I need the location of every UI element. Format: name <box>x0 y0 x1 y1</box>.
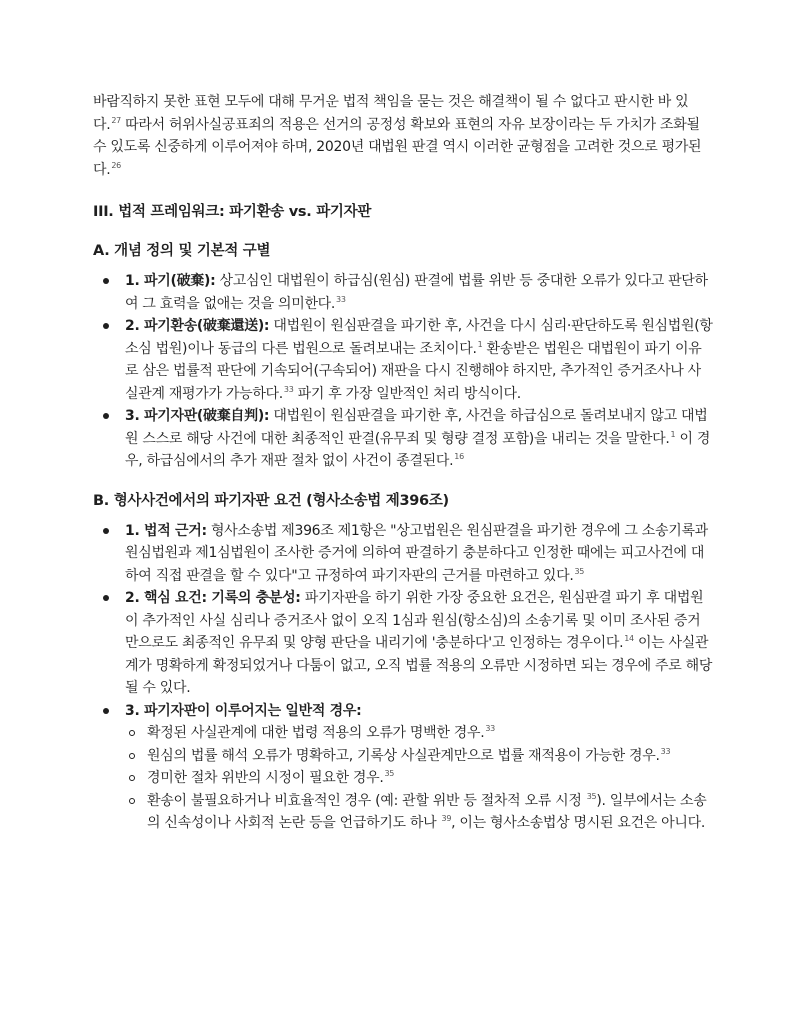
intro-paragraph <box>93 91 713 181</box>
subitem-text-continued: ). 일부에서는 소송의 신속성이나 사회적 논란 등을 언급하기도 하나 <box>147 792 707 831</box>
subitem-text: 경미한 절차 위반의 시정이 필요한 경우. <box>147 770 384 786</box>
footnote-ref[interactable]: 1 <box>670 429 676 439</box>
list-item-pagi <box>93 270 713 315</box>
footnote-ref[interactable]: 35 <box>586 791 597 801</box>
hollow-bullet-icon <box>129 730 135 736</box>
bullet-icon <box>103 595 109 601</box>
hollow-bullet-icon <box>129 775 135 781</box>
intro-text: 바람직하지 못한 표현 모두에 대해 무거운 법적 책임을 묻는 것은 해결책이 될 수 없다고 판시한 바 있다. <box>93 94 689 133</box>
item-text-continued: 환송받은 법원은 대법원이 파기 이유로 삼은 법률적 판단에 기속되어(구속되어) 재판을 다시 진행해야 하지만, 추가적인 증거조사나 사실관계 재평가가 가능하다. <box>125 340 702 402</box>
sublist-item <box>125 722 713 745</box>
section-heading-iii: III. 법적 프레임워크: 파기환송 vs. 파기자판 <box>93 204 372 220</box>
item-text-continued: 이는 사실관계가 명확하게 확정되었거나 다툼이 없고, 오직 법률 적용의 오류만 시정하면 되는 경우에 주로 해당될 수 있다. <box>125 635 713 696</box>
footnote-ref[interactable]: 39 <box>441 814 452 823</box>
footnote-ref[interactable]: 33 <box>283 384 294 394</box>
item-text: 형사소송법 제396조 제1항은 "상고법원은 원심판결을 파기한 경우에 그 소송기록과 원심법원과 제1심법원이 조사한 증거에 의하여 판결하기 충분하다고 인정한 때에는 피고사건에 대하여 직접 판결을 할 수 있다"고 규정하여 파기자판의 근거를 마련하고 있다. <box>125 522 708 584</box>
footnote-ref[interactable]: 26 <box>111 160 121 170</box>
bullet-icon <box>103 528 109 534</box>
item-text-continued: 파기 후 가장 일반적인 처리 방식이다. <box>293 385 521 402</box>
item-label: 1. 파기(破棄): <box>125 273 216 289</box>
bullet-icon <box>103 278 109 284</box>
document-page <box>93 91 713 835</box>
hollow-bullet-icon <box>129 753 135 759</box>
subsection-heading-b: B. 형사사건에서의 파기자판 요건 (형사소송법 제396조) <box>93 492 449 509</box>
subsection-heading-a: A. 개념 정의 및 기본적 구별 <box>93 243 271 259</box>
footnote-ref[interactable]: 14 <box>624 634 634 643</box>
subitem-text: 환송이 불필요하거나 비효율적인 경우 (예: 관할 위반 등 절차적 오류 시정 <box>147 792 586 809</box>
sublist-item <box>125 790 713 835</box>
bullet-icon <box>103 708 109 714</box>
subitem-text: 확정된 사실관계에 대한 법령 적용의 오류가 명백한 경우. <box>147 725 485 741</box>
item-text: 상고심인 대법원이 하급심(원심) 판결에 법률 위반 등 중대한 오류가 있다고 판단하여 그 효력을 없애는 것을 의미한다. <box>125 273 708 312</box>
subitem-text: 원심의 법률 해석 오류가 명확하고, 기록상 사실관계만으로 법률 재적용이 가능한 경우. <box>147 747 660 764</box>
footnote-ref[interactable]: 27 <box>111 115 121 125</box>
item-label: 2. 핵심 요건: 기록의 충분성: <box>125 590 301 606</box>
general-cases-sublist <box>125 722 713 835</box>
item-label: 3. 파기자판이 이루어지는 일반적 경우: <box>125 702 362 719</box>
list-item-legal-basis <box>93 520 713 588</box>
bullet-icon <box>103 323 109 329</box>
footnote-ref[interactable]: 35 <box>384 769 395 778</box>
item-label: 3. 파기자판(破棄自判): <box>125 408 270 424</box>
footnote-ref[interactable]: 1 <box>477 339 483 349</box>
footnote-ref[interactable]: 33 <box>485 724 495 733</box>
intro-text-continued: 따라서 허위사실공표죄의 적용은 선거의 공정성 확보와 표현의 자유 보장이라는 두 가치가 조화될 수 있도록 신중하게 이루어져야 하며, 2020년 대법원 판결 역시 이러한 균형점을 고려한 것으로 평가된다. <box>93 116 702 178</box>
item-text-continued: 이 경우, 하급심에서의 추가 재판 절차 없이 사건이 종결된다. <box>125 430 711 469</box>
requirements-list <box>93 520 713 835</box>
list-item-general-cases <box>93 700 713 835</box>
list-item-pagi-japan <box>93 405 713 473</box>
footnote-ref[interactable]: 16 <box>454 452 464 461</box>
sublist-item <box>125 745 713 768</box>
sublist-item <box>125 767 713 790</box>
list-item-core-requirement <box>93 587 713 700</box>
footnote-ref[interactable]: 33 <box>660 746 671 756</box>
definition-list <box>93 270 713 473</box>
item-label: 1. 법적 근거: <box>125 522 207 539</box>
item-text: 대법원이 원심판결을 파기한 후, 사건을 하급심으로 돌려보내지 않고 대법원 스스로 해당 사건에 대한 최종적인 판결(유무죄 및 형량 결정 포함)을 내리는 것을 말한다. <box>125 408 708 447</box>
footnote-ref[interactable]: 33 <box>336 294 346 304</box>
item-label: 2. 파기환송(破棄還送): <box>125 318 270 334</box>
subitem-text-continued: , 이는 형사소송법상 명시된 요건은 아니다. <box>451 815 705 831</box>
list-item-pagi-hwansong <box>93 315 713 405</box>
bullet-icon <box>103 413 109 419</box>
footnote-ref[interactable]: 35 <box>574 566 585 576</box>
item-text: 대법원이 원심판결을 파기한 후, 사건을 다시 심리·판단하도록 원심법원(항소심 법원)이나 동급의 다른 법원으로 돌려보내는 조치이다. <box>125 318 713 357</box>
hollow-bullet-icon <box>129 798 135 804</box>
item-text: 파기자판을 하기 위한 가장 중요한 요건은, 원심판결 파기 후 대법원이 추가적인 사실 심리나 증거조사 없이 오직 1심과 원심(항소심)의 소송기록 및 이미 조사된 증거만으로도 최종적인 유무죄 및 양형 판단을 내리기에 '충분하다'고 인정하는 경우이다. <box>125 590 704 651</box>
